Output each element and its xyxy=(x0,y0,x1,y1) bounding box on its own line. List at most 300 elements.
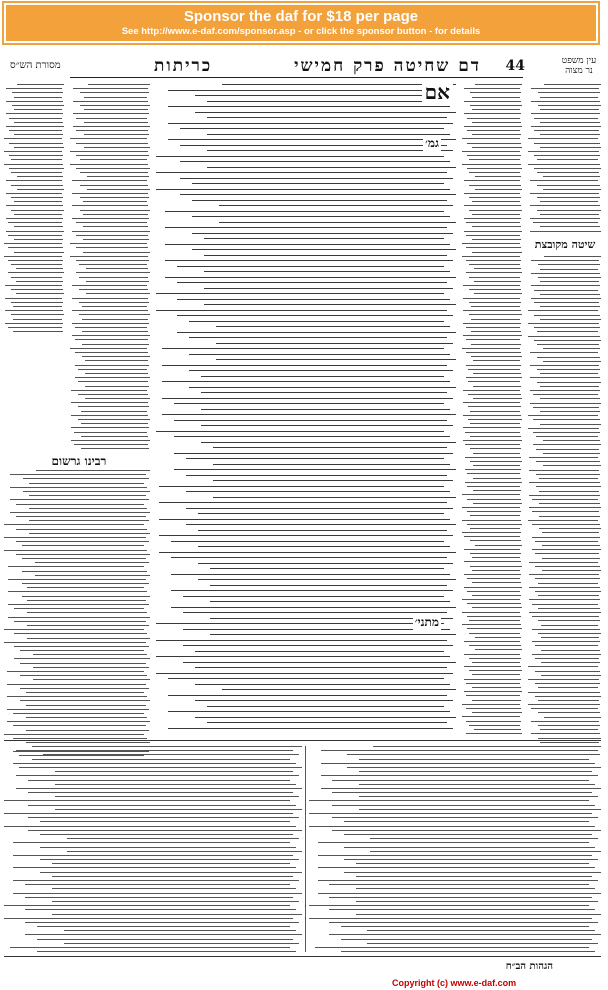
text-line xyxy=(4,256,62,257)
text-line xyxy=(533,394,598,395)
text-line xyxy=(329,897,592,898)
text-line xyxy=(466,683,519,684)
text-line xyxy=(332,780,589,781)
text-line xyxy=(195,717,456,718)
text-line xyxy=(464,574,521,575)
text-line xyxy=(207,150,453,151)
text-line xyxy=(468,419,522,420)
text-line xyxy=(207,706,444,707)
text-line xyxy=(466,222,519,223)
text-line xyxy=(10,947,290,948)
text-line xyxy=(463,310,521,311)
text-line xyxy=(347,754,598,755)
text-line xyxy=(86,293,150,294)
text-line xyxy=(76,222,147,223)
text-line xyxy=(11,277,63,278)
text-line xyxy=(14,633,147,634)
text-line xyxy=(37,939,293,940)
text-line xyxy=(535,658,599,659)
text-line xyxy=(542,570,601,571)
text-line xyxy=(80,210,150,211)
text-line xyxy=(541,637,599,638)
text-line xyxy=(13,713,144,714)
text-line xyxy=(359,796,598,797)
text-line xyxy=(20,688,148,689)
text-line xyxy=(88,84,150,85)
text-line xyxy=(540,122,599,123)
text-line xyxy=(195,95,453,96)
text-line xyxy=(462,507,520,508)
text-line xyxy=(177,282,447,283)
text-line xyxy=(16,529,147,530)
gemara-marker: גמ׳ xyxy=(425,136,439,150)
text-line xyxy=(475,84,522,85)
text-line xyxy=(14,109,62,110)
text-line xyxy=(531,708,598,709)
text-line xyxy=(165,227,447,228)
text-line xyxy=(52,863,290,864)
text-line xyxy=(80,197,150,198)
text-line xyxy=(162,365,447,366)
text-line xyxy=(472,134,521,135)
text-line xyxy=(464,231,522,232)
text-line xyxy=(198,563,453,564)
text-line xyxy=(534,327,600,328)
text-line xyxy=(537,210,601,211)
text-line xyxy=(473,453,520,454)
text-line xyxy=(534,143,600,144)
text-line xyxy=(186,524,456,525)
text-line xyxy=(216,359,456,360)
sponsor-banner-title[interactable]: Sponsor the daf for $18 per page xyxy=(183,8,419,25)
rashi-column xyxy=(462,84,522,734)
text-line xyxy=(544,84,601,85)
bottom-divider xyxy=(4,740,601,741)
text-line xyxy=(8,566,144,567)
text-line xyxy=(55,784,296,785)
text-line xyxy=(9,168,64,169)
text-line xyxy=(538,725,601,726)
text-line xyxy=(462,716,520,717)
text-line xyxy=(171,590,453,591)
text-line xyxy=(40,872,302,873)
text-line xyxy=(85,386,149,387)
text-line xyxy=(531,113,600,114)
text-line xyxy=(356,914,601,915)
text-line xyxy=(528,336,600,337)
text-line xyxy=(532,499,598,500)
text-line xyxy=(544,717,601,718)
text-line xyxy=(538,633,601,634)
text-line xyxy=(464,193,520,194)
text-line xyxy=(462,138,520,139)
text-line xyxy=(37,926,290,927)
text-line xyxy=(13,867,296,868)
text-line xyxy=(464,666,521,667)
text-line xyxy=(75,339,148,340)
text-line xyxy=(535,553,599,554)
masoret-hashas-column xyxy=(4,84,64,424)
text-line xyxy=(463,427,522,428)
text-line xyxy=(82,319,148,320)
text-line xyxy=(27,600,145,601)
text-line xyxy=(82,356,150,357)
text-line xyxy=(538,92,601,93)
text-line xyxy=(71,402,148,403)
text-line xyxy=(472,239,522,240)
text-line xyxy=(474,281,521,282)
text-line xyxy=(538,687,599,688)
text-line xyxy=(168,139,456,140)
text-line xyxy=(162,398,453,399)
text-line xyxy=(14,621,145,622)
text-line xyxy=(20,663,146,664)
text-line xyxy=(219,205,453,206)
text-line xyxy=(533,419,599,420)
text-line xyxy=(475,637,522,638)
text-line xyxy=(464,536,519,537)
text-line xyxy=(469,658,521,659)
text-line xyxy=(85,398,150,399)
text-line xyxy=(171,541,444,542)
text-line xyxy=(10,474,146,475)
text-line xyxy=(7,709,149,710)
text-line xyxy=(4,524,144,525)
text-line xyxy=(20,700,150,701)
text-line xyxy=(171,574,450,575)
text-line xyxy=(532,654,601,655)
text-line xyxy=(76,272,150,273)
text-line xyxy=(467,591,520,592)
text-line xyxy=(82,331,148,332)
text-line xyxy=(210,601,450,602)
text-line xyxy=(468,381,520,382)
text-line xyxy=(174,420,447,421)
text-line xyxy=(536,461,600,462)
text-line xyxy=(207,167,456,168)
text-line xyxy=(532,524,599,525)
text-line xyxy=(73,126,150,127)
text-line xyxy=(537,344,599,345)
text-line xyxy=(189,354,450,355)
text-line xyxy=(198,513,444,514)
text-line xyxy=(359,784,596,785)
text-line xyxy=(70,138,147,139)
text-line xyxy=(207,134,450,135)
text-line xyxy=(26,717,147,718)
text-line xyxy=(74,444,148,445)
text-line xyxy=(466,260,521,261)
text-line xyxy=(464,679,522,680)
text-line xyxy=(532,549,601,550)
text-line xyxy=(29,533,150,534)
text-line xyxy=(530,205,599,206)
text-line xyxy=(204,288,453,289)
sponsor-banner[interactable] xyxy=(4,3,598,43)
text-line xyxy=(540,97,598,98)
text-line xyxy=(464,126,522,127)
text-line xyxy=(531,273,600,274)
text-line xyxy=(536,486,601,487)
text-line xyxy=(538,620,600,621)
text-line xyxy=(540,109,598,110)
text-line xyxy=(539,478,598,479)
text-line xyxy=(4,905,290,906)
text-line xyxy=(532,604,598,605)
text-line xyxy=(469,159,519,160)
text-line xyxy=(78,419,150,420)
text-line xyxy=(198,579,456,580)
text-line xyxy=(469,264,520,265)
text-line xyxy=(189,387,456,388)
text-line xyxy=(27,638,150,639)
left-commentary-column xyxy=(70,84,150,449)
text-line xyxy=(529,599,601,600)
text-line xyxy=(309,826,595,827)
text-line xyxy=(195,684,450,685)
text-line xyxy=(84,109,148,110)
text-line xyxy=(528,679,599,680)
text-line xyxy=(82,306,147,307)
text-line xyxy=(467,578,520,579)
text-line xyxy=(180,178,453,179)
text-line xyxy=(467,155,522,156)
text-line xyxy=(464,654,520,655)
text-line xyxy=(538,738,602,739)
text-line xyxy=(204,255,447,256)
text-line xyxy=(8,604,148,605)
text-line xyxy=(5,285,61,286)
text-line xyxy=(472,226,521,227)
text-line xyxy=(40,859,299,860)
text-line xyxy=(171,557,447,558)
text-line xyxy=(180,145,447,146)
text-line xyxy=(467,168,522,169)
text-line xyxy=(9,155,64,156)
text-line xyxy=(469,289,521,290)
text-line xyxy=(528,520,598,521)
text-line xyxy=(216,343,453,344)
text-line xyxy=(16,504,144,505)
text-line xyxy=(70,243,147,244)
text-line xyxy=(16,788,302,789)
text-line xyxy=(14,646,148,647)
text-line xyxy=(315,947,589,948)
text-line xyxy=(195,651,444,652)
text-line xyxy=(465,444,520,445)
text-line xyxy=(186,491,450,492)
text-line xyxy=(4,826,296,827)
text-line xyxy=(52,901,299,902)
text-line xyxy=(13,306,62,307)
text-line xyxy=(84,122,149,123)
text-line xyxy=(469,725,520,726)
text-line xyxy=(465,432,520,433)
text-line xyxy=(22,583,149,584)
text-line xyxy=(16,763,296,764)
text-line xyxy=(472,662,520,663)
text-line xyxy=(201,409,450,410)
text-line xyxy=(373,746,601,747)
sponsor-banner-subtitle[interactable]: See http://www.e-daf.com/sponsor.asp - or click the sponsor button - for details xyxy=(121,26,481,37)
text-line xyxy=(543,440,600,441)
text-line xyxy=(475,649,522,650)
text-line xyxy=(464,549,520,550)
header-rule xyxy=(70,77,523,78)
text-line xyxy=(473,490,522,491)
text-line xyxy=(530,352,598,353)
text-line xyxy=(79,264,147,265)
text-line xyxy=(536,449,599,450)
text-line xyxy=(16,281,63,282)
text-line xyxy=(473,478,521,479)
text-line xyxy=(321,763,595,764)
text-line xyxy=(195,112,456,113)
text-line xyxy=(74,432,147,433)
text-line xyxy=(531,733,600,734)
text-line xyxy=(11,314,64,315)
text-line xyxy=(535,566,599,567)
text-line xyxy=(71,440,150,441)
text-line xyxy=(177,315,453,316)
text-line xyxy=(529,495,600,496)
text-line xyxy=(192,249,456,250)
text-line xyxy=(83,226,149,227)
tractate-title: כריתות xyxy=(154,56,213,76)
text-line xyxy=(6,205,63,206)
text-line xyxy=(538,700,599,701)
text-line xyxy=(70,164,148,165)
text-line xyxy=(538,277,602,278)
text-line xyxy=(309,813,592,814)
text-line xyxy=(177,266,444,267)
text-line xyxy=(537,197,601,198)
text-line xyxy=(192,183,444,184)
copyright-link[interactable]: Copyright (c) www.e-daf.com xyxy=(392,978,517,988)
text-line xyxy=(4,734,144,735)
text-line xyxy=(332,792,592,793)
text-line xyxy=(467,603,521,604)
text-line xyxy=(14,134,63,135)
text-line xyxy=(5,310,63,311)
text-line xyxy=(80,92,149,93)
text-line xyxy=(86,268,148,269)
text-line xyxy=(67,851,302,852)
text-line xyxy=(528,323,599,324)
text-line xyxy=(72,335,150,336)
text-line xyxy=(9,130,62,131)
text-line xyxy=(464,587,522,588)
text-line xyxy=(80,105,150,106)
text-line xyxy=(55,771,293,772)
text-line xyxy=(529,482,599,483)
text-line xyxy=(538,595,599,596)
text-line xyxy=(341,951,595,952)
text-line xyxy=(192,200,447,201)
text-line xyxy=(474,293,522,294)
text-line xyxy=(14,608,144,609)
text-line xyxy=(4,813,293,814)
text-line xyxy=(159,535,453,536)
text-line xyxy=(367,943,598,944)
text-line xyxy=(466,733,522,734)
text-line xyxy=(528,310,598,311)
text-line xyxy=(462,243,520,244)
text-line xyxy=(463,390,520,391)
text-line xyxy=(469,670,522,671)
text-line xyxy=(189,370,453,371)
text-line xyxy=(81,411,147,412)
text-line xyxy=(537,382,601,383)
text-line xyxy=(14,252,64,253)
text-line xyxy=(540,134,600,135)
text-line xyxy=(14,658,150,659)
text-line xyxy=(534,315,600,316)
text-line xyxy=(532,616,599,617)
mishnah-marker: מתני׳ xyxy=(414,615,439,629)
text-line xyxy=(467,486,520,487)
text-line xyxy=(472,97,519,98)
text-line xyxy=(475,176,522,177)
text-line xyxy=(539,491,599,492)
text-line xyxy=(464,561,520,562)
text-line xyxy=(529,612,601,613)
text-line xyxy=(73,101,148,102)
gemara-text xyxy=(156,84,456,734)
text-line xyxy=(470,461,522,462)
text-line xyxy=(156,293,444,294)
text-line xyxy=(472,557,519,558)
text-line xyxy=(538,608,599,609)
text-line xyxy=(472,712,522,713)
text-line xyxy=(531,260,599,261)
text-line xyxy=(79,277,148,278)
text-line xyxy=(462,612,520,613)
chapter-title: דם שחיטה פרק חמישי xyxy=(294,56,481,76)
bottom-commentary-left xyxy=(4,746,302,954)
text-line xyxy=(22,545,145,546)
text-line xyxy=(540,742,598,743)
text-line xyxy=(318,842,590,843)
text-line xyxy=(540,226,600,227)
text-line xyxy=(469,277,521,278)
text-line xyxy=(73,88,147,89)
text-line xyxy=(473,373,520,374)
text-line xyxy=(471,306,520,307)
text-line xyxy=(473,398,522,399)
text-line xyxy=(201,425,453,426)
text-line xyxy=(10,487,147,488)
text-line xyxy=(168,695,447,696)
text-line xyxy=(16,516,146,517)
text-line xyxy=(72,205,148,206)
text-line xyxy=(64,930,296,931)
text-line xyxy=(11,264,62,265)
text-line xyxy=(543,348,600,349)
bottom-commentary-right xyxy=(309,746,601,954)
text-line xyxy=(540,281,598,282)
text-line xyxy=(6,113,63,114)
text-line xyxy=(468,394,521,395)
text-line xyxy=(528,704,600,705)
text-line xyxy=(4,918,293,919)
text-line xyxy=(216,326,450,327)
text-line xyxy=(540,386,599,387)
text-line xyxy=(83,214,148,215)
text-line xyxy=(466,247,521,248)
text-line xyxy=(213,480,453,481)
text-line xyxy=(87,189,150,190)
